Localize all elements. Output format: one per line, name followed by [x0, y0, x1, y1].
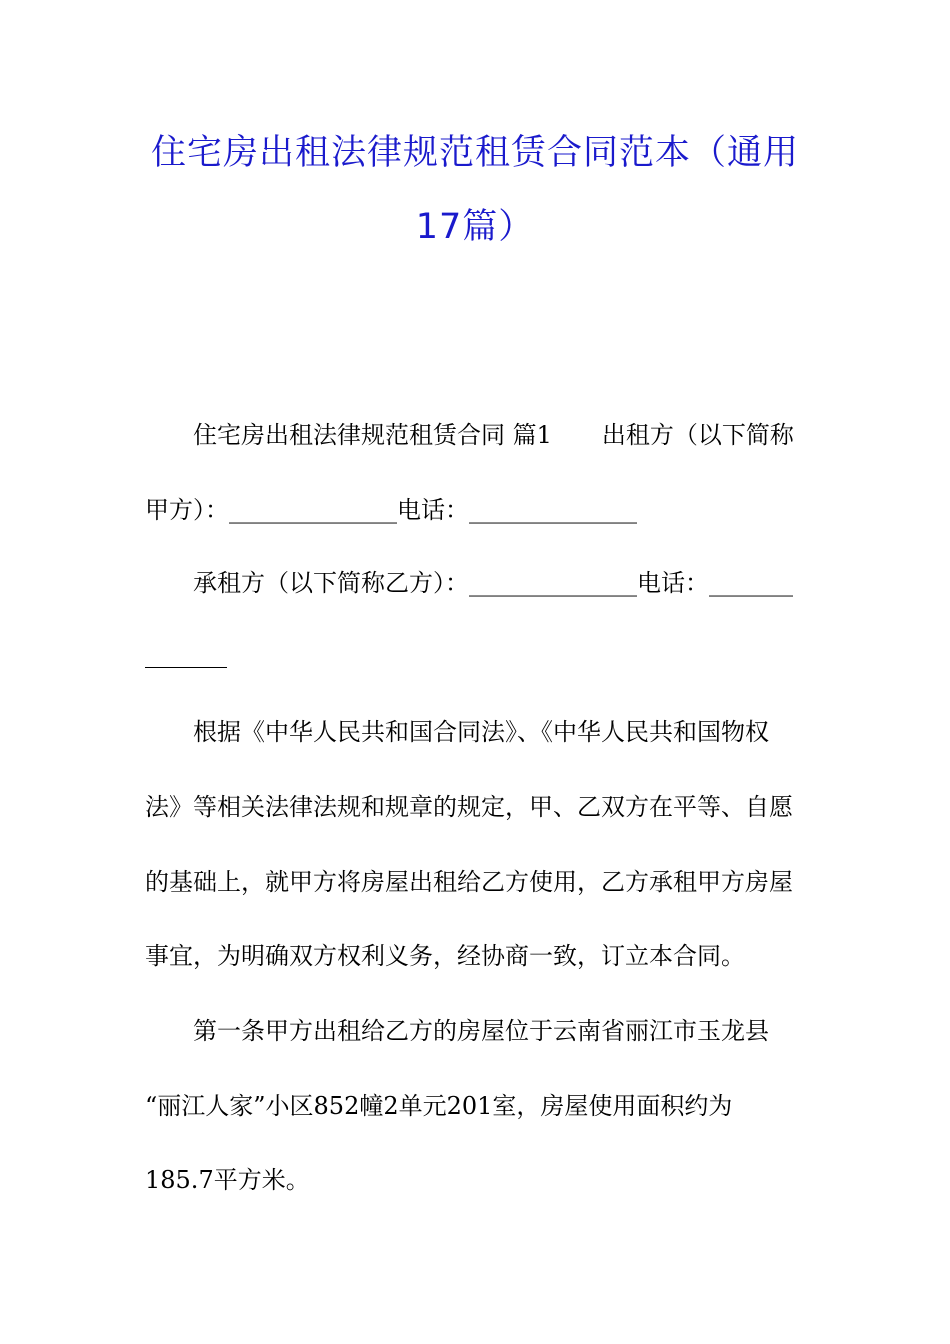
- paragraph-1-line-3: 的基础上，就甲方将房屋出租给乙方使用，乙方承租甲方房屋: [145, 868, 793, 896]
- paragraph-1-line-1: 根据《中华人民共和国合同法》、《中华人民共和国物权: [193, 718, 769, 746]
- section-heading: 住宅房出租法律规范租赁合同 篇1: [193, 421, 552, 449]
- article-1-line-1: 第一条甲方出租给乙方的房屋位于云南省丽江市玉龙县: [193, 1017, 769, 1045]
- tenant-fields: 承租方（以下简称乙方）：______________电话：_______: [193, 569, 793, 597]
- paragraph-1-line-4: 事宜，为明确双方权利义务，经协商一致，订立本合同。: [145, 942, 745, 970]
- paragraph-1-line-2: 法》等相关法律法规和规章的规定，甲、乙双方在平等、自愿: [145, 793, 793, 821]
- document-title-line-2: 17篇）: [415, 207, 535, 247]
- contract-heading-line: [193, 420, 805, 450]
- landlord-label: 出租方（以下简称: [601, 421, 794, 449]
- document-title-line-1: 住宅房出租法律规范租赁合同范本（通用: [150, 133, 799, 173]
- landlord-fields: 甲方）：______________电话：______________: [145, 496, 637, 524]
- article-1-line-2: “丽江人家”小区852幢2单元201室，房屋使用面积约为: [145, 1092, 733, 1120]
- phone-blank-continuation: [145, 667, 227, 668]
- article-1-line-3: 185.7平方米。: [145, 1166, 310, 1194]
